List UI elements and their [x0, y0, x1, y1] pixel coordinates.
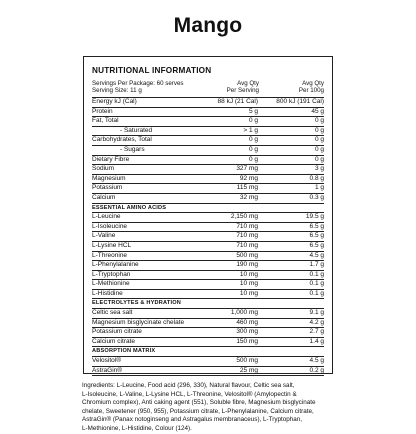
- nutrient-label: - Saturated: [120, 126, 153, 134]
- ingredients-line: Ingredients: L-Leucine, Food acid (296, 330), Natural flavour, Celtic sea salt,: [82, 382, 295, 389]
- per-100g-value: 0 g: [314, 155, 324, 163]
- nutrient-label: Energy kJ (Cal): [92, 98, 137, 105]
- nutrient-label: L-Tryptophan: [92, 270, 131, 278]
- per-serving-value: 1,000 mg: [230, 309, 258, 317]
- nutrient-row: [92, 107, 324, 117]
- nutrient-row: [92, 279, 324, 289]
- nutrient-row: [92, 126, 324, 136]
- per-100g-header: [299, 80, 324, 95]
- nutrient-row: [92, 251, 324, 261]
- section-label: ESSENTIAL AMINO ACIDS: [92, 204, 167, 211]
- nutrient-row: [92, 327, 324, 337]
- nutrient-label: Fat, Total: [92, 117, 119, 125]
- per-100g-value: 0.2 g: [309, 366, 324, 374]
- per-100g-value: 0.8 g: [309, 174, 324, 182]
- nutrient-label: Celtic sea salt: [92, 309, 133, 317]
- nutrient-label: L-Threonine: [92, 251, 128, 259]
- per-serving-value: 25 mg: [239, 366, 258, 374]
- nutrient-row: [92, 135, 324, 145]
- nutrition-panel: [83, 56, 333, 374]
- nutrient-label: L-Phenylalanine: [92, 261, 139, 269]
- per-100g-value: 1.4 g: [309, 337, 324, 345]
- per-100g-value: 0.1 g: [309, 280, 324, 288]
- per-100g-value: 6.5 g: [309, 222, 324, 230]
- ingredients-line: L-Isoleucine, L-Valine, L-Lysine HCL, L-Threonine, Velositol® (Amylopectin &: [82, 390, 297, 398]
- nutrient-label: Potassium: [92, 184, 123, 192]
- per-100g-header-line2: Per 100g: [298, 87, 324, 95]
- per-serving-value: 10 mg: [239, 280, 258, 288]
- per-serving-value: 0 g: [248, 155, 258, 163]
- nutrient-label: Calcium citrate: [92, 337, 135, 345]
- per-serving-header: [227, 80, 259, 95]
- nutrient-label: Dietary Fibre: [92, 155, 130, 163]
- nutrient-row: [92, 318, 324, 328]
- per-serving-value: 300 mg: [236, 328, 258, 336]
- per-serving-value: 2,150 mg: [230, 213, 258, 221]
- ingredients-line: Chromium complex), Anti caking agent (551), Soluble fibre, Magnesium bisglycinate: [82, 399, 316, 407]
- nutrient-row: [92, 337, 324, 347]
- per-serving-value: 0 g: [248, 136, 258, 144]
- per-100g-value: 0 g: [314, 136, 324, 144]
- nutrient-label: Potassium citrate: [92, 328, 142, 336]
- ingredients-line: L-Methionine, L-Histidine, Colour (124).: [82, 424, 192, 432]
- per-serving-value: 10 mg: [239, 289, 258, 297]
- nutrient-row: [92, 116, 324, 126]
- per-100g-value: 19.5 g: [305, 213, 324, 221]
- per-100g-value: 800 kJ (191 Cal): [276, 98, 324, 105]
- per-100g-value: 2.7 g: [309, 328, 324, 336]
- per-serving-value: 10 mg: [239, 270, 258, 278]
- nutrient-row: [92, 222, 324, 232]
- per-100g-value: 1 g: [314, 184, 324, 192]
- nutrient-row: [92, 260, 324, 270]
- section-header: [92, 346, 324, 356]
- nutrient-row: [92, 308, 324, 318]
- nutrient-label: Velositol®: [92, 357, 121, 365]
- per-serving-value: 115 mg: [236, 184, 258, 192]
- nutrient-label: - Sugars: [120, 145, 145, 153]
- per-serving-value: 0 g: [248, 117, 258, 125]
- per-100g-value: 0 g: [314, 126, 324, 134]
- nutrient-label: Calcium: [92, 193, 116, 201]
- per-serving-value: 32 mg: [239, 193, 258, 201]
- per-serving-header-line1: Avg Qty: [237, 80, 259, 87]
- per-100g-value: 0 g: [314, 117, 324, 125]
- nutrient-label: Protein: [92, 107, 113, 115]
- per-100g-value: 4.5 g: [309, 251, 324, 259]
- per-100g-value: 4.5 g: [309, 357, 324, 365]
- per-100g-value: 0.3 g: [309, 193, 324, 201]
- per-100g-value: 4.2 g: [309, 318, 324, 326]
- product-title: Mango: [173, 14, 243, 37]
- nutrient-row: [92, 241, 324, 251]
- nutrient-row: [92, 356, 324, 366]
- per-serving-value: 5 g: [248, 107, 258, 115]
- nutrient-label: L-Leucine: [92, 213, 121, 221]
- nutrient-label: L-Valine: [92, 232, 116, 240]
- nutrient-label: AstraGin®: [92, 366, 123, 374]
- per-serving-value: 460 mg: [236, 318, 258, 326]
- per-serving-value: > 1 g: [243, 126, 258, 134]
- nutrient-label: L-Histidine: [92, 289, 123, 297]
- per-serving-value: 500 mg: [236, 251, 258, 259]
- nutrient-label: Magnesium bisglycinate chelate: [92, 318, 185, 326]
- nutrient-label: L-Lysine HCL: [92, 241, 132, 249]
- per-100g-value: 0.1 g: [309, 270, 324, 278]
- nutrient-row: [92, 145, 324, 155]
- per-100g-value: 6.5 g: [309, 232, 324, 240]
- nutrient-row: [92, 289, 324, 299]
- nutrition-table: [92, 97, 324, 376]
- per-100g-value: 1.7 g: [309, 261, 324, 269]
- section-label: ABSORPTION MATRIX: [92, 348, 156, 355]
- per-serving-value: 500 mg: [236, 357, 258, 365]
- nutrient-row: [92, 366, 324, 376]
- per-100g-header-line1: Avg Qty: [302, 80, 324, 87]
- nutrient-label: Carbohydrates, Total: [92, 136, 152, 144]
- per-100g-value: 0 g: [314, 145, 324, 153]
- per-100g-value: 6.5 g: [309, 241, 324, 249]
- section-label: ELECTROLYTES & HYDRATION: [92, 300, 182, 307]
- serving-info: [92, 80, 183, 95]
- nutrient-row: [92, 193, 324, 203]
- nutrient-row: [92, 231, 324, 241]
- per-serving-value: 710 mg: [236, 232, 258, 240]
- per-serving-value: 92 mg: [239, 174, 258, 182]
- nutrient-row: [92, 183, 324, 193]
- per-100g-value: 45 g: [311, 107, 324, 115]
- ingredients-line: chelate, Sweetener (950, 955), Potassium citrate, L-Phenylalanine, Calcium citrate,: [82, 407, 314, 415]
- per-serving-value: 150 mg: [236, 337, 258, 345]
- nutrient-label: L-Methionine: [92, 280, 130, 288]
- per-100g-value: 9.1 g: [309, 309, 324, 317]
- nutrient-row: [92, 164, 324, 174]
- section-header: [92, 203, 324, 213]
- nutrient-label: Sodium: [92, 165, 115, 173]
- per-serving-value: 710 mg: [236, 241, 258, 249]
- per-serving-value: 710 mg: [236, 222, 258, 230]
- section-header: [92, 298, 324, 308]
- nutrient-label: Magnesium: [92, 174, 126, 182]
- per-100g-value: 3 g: [314, 165, 324, 173]
- per-serving-value: 190 mg: [236, 261, 258, 269]
- nutrient-row: [92, 270, 324, 280]
- per-serving-value: 88 kJ (21 Cal): [217, 98, 258, 105]
- per-100g-value: 0.1 g: [309, 289, 324, 297]
- ingredients-list: [82, 382, 338, 434]
- per-serving-value: 327 mg: [236, 165, 258, 173]
- panel-heading: NUTRITIONAL INFORMATION: [92, 66, 212, 75]
- nutrient-row: [92, 212, 324, 222]
- nutrient-label: L-Isoleucine: [92, 222, 128, 230]
- serving-size: Serving Size: 11 g: [92, 87, 142, 95]
- ingredients-line: AstraGin® (Panax notoginseng and Astragalus membranaceus), L-Tryptophan,: [82, 416, 303, 424]
- per-serving-value: 0 g: [248, 145, 258, 153]
- nutrient-row: [92, 174, 324, 184]
- nutrient-row: [92, 97, 324, 107]
- servings-per-package: Servings Per Package: 60 serves: [92, 80, 184, 87]
- per-serving-header-line2: Per Serving: [226, 87, 259, 95]
- nutrient-row: [92, 155, 324, 165]
- table-bottom-rule: [92, 375, 324, 376]
